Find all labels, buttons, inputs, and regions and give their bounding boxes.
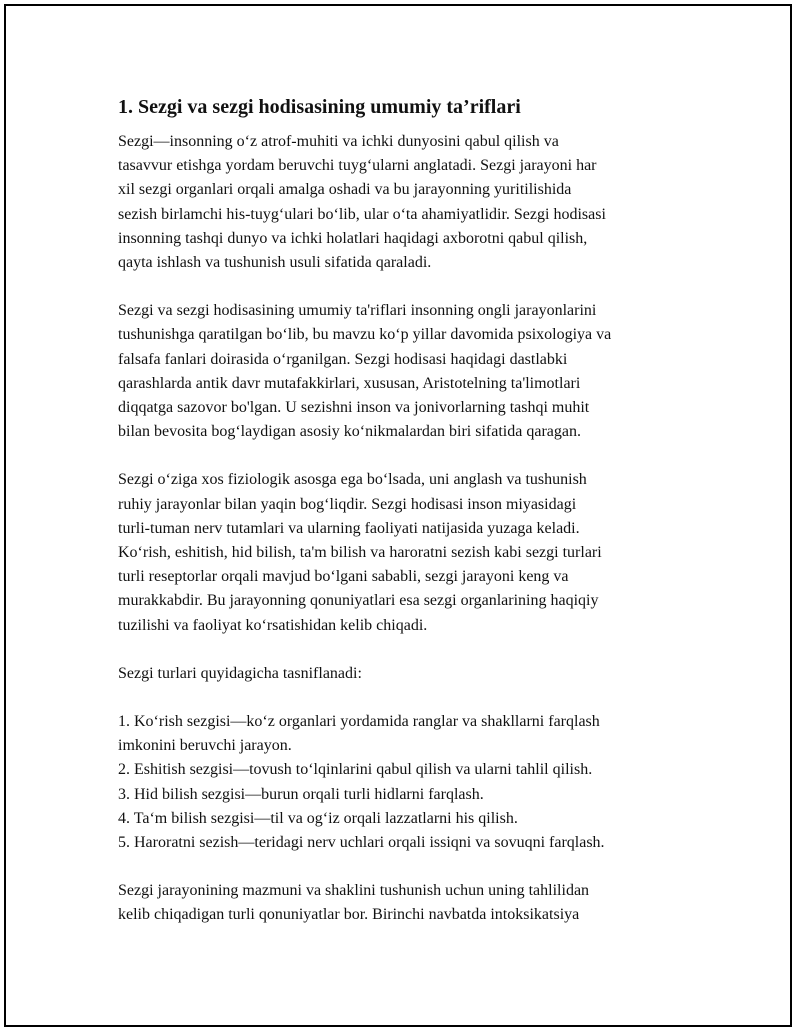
- paragraph-gap: [118, 444, 698, 468]
- section-heading: 1. Sezgi va sezgi hodisasining umumiy ta’riflari: [118, 96, 521, 118]
- paragraph-gap: [118, 638, 698, 662]
- list-item: 3. Hid bilish sezgisi—burun orqali turli hidlarni farqlash.: [118, 785, 484, 803]
- paragraph-gap: [118, 275, 698, 299]
- paragraph-4: Sezgi turlari quyidagicha tasniflanadi:: [118, 664, 362, 682]
- list-item: 5. Haroratni sezish—teridagi nerv uchlari orqali issiqni va sovuqni farqlash.: [118, 834, 605, 852]
- list-item: 1. Ko‘rish sezgisi—ko‘z organlari yordamida ranglar va shakllarni farqlash imkonini beruvchi jarayon.: [118, 713, 600, 755]
- paragraph-2: Sezgi va sezgi hodisasining umumiy ta'riflari insonning ongli jarayonlarini tushunishga qaratilgan bo‘lib, bu mavzu ko‘p yillar davomida psixologiya va falsafa fanlari doirasida o‘rganilgan. Sezgi hodisasi haqidagi dastlabki qarashlarda antik davr mutafakkirlari, xususan, Aristotelning ta'limotlari diqqatga sazovor bo'lgan. U sezishni inson va jonivorlarning tashqi muhit bilan bevosita bog‘laydigan asosiy ko‘nikmalardan biri sifatida qaragan.: [118, 302, 612, 441]
- paragraph-1: Sezgi—insonning o‘z atrof-muhiti va ichki dunyosini qabul qilish va tasavvur etishga yordam beruvchi tuyg‘ularni anglatadi. Sezgi jarayoni har xil sezgi organlari orqali amalga oshadi va bu jarayonning yuritilishida sezish birlamchi his-tuyg‘ulari bo‘lib, ular o‘ta ahamiyatlidir. Sezgi hodisasi insonning tashqi dunyo va ichki holatlari haqidagi axborotni qabul qilish, qayta ishlash va tushunish usuli sifatida qaraladi.: [118, 133, 606, 272]
- sense-types-list: [118, 710, 698, 855]
- paragraph-3: Sezgi o‘ziga xos fiziologik asosga ega bo‘lsada, uni anglash va tushunish ruhiy jarayonlar bilan yaqin bog‘liqdir. Sezgi hodisasi inson miyasidagi turli-tuman nerv tutamlari va ularning faoliyati natijasida yuzaga keladi. Ko‘rish, eshitish, hid bilish, ta'm bilish va haroratni sezish kabi sezgi turlari turli reseptorlar orqali mavjud bo‘lgani sababli, sezgi jarayoni keng va murakkabdir. Bu jarayonning qonuniyatlari esa sezgi organlarining haqiqiy tuzilishi va faoliyat ko‘rsatishidan kelib chiqadi.: [118, 471, 602, 634]
- list-item: 2. Eshitish sezgisi—tovush to‘lqinlarini qabul qilish va ularni tahlil qilish.: [118, 761, 593, 779]
- document-body: [118, 94, 698, 928]
- closing-paragraph: Sezgi jarayonining mazmuni va shaklini tushunish uchun uning tahlilidan kelib chiqadigan turli qonuniyatlar bor. Birinchi navbatda intoksikatsiya: [118, 882, 590, 924]
- paragraph-gap: [118, 686, 698, 710]
- list-item: 4. Ta‘m bilish sezgisi—til va og‘iz orqali lazzatlarni his qilish.: [118, 809, 518, 827]
- paragraph-gap: [118, 855, 698, 879]
